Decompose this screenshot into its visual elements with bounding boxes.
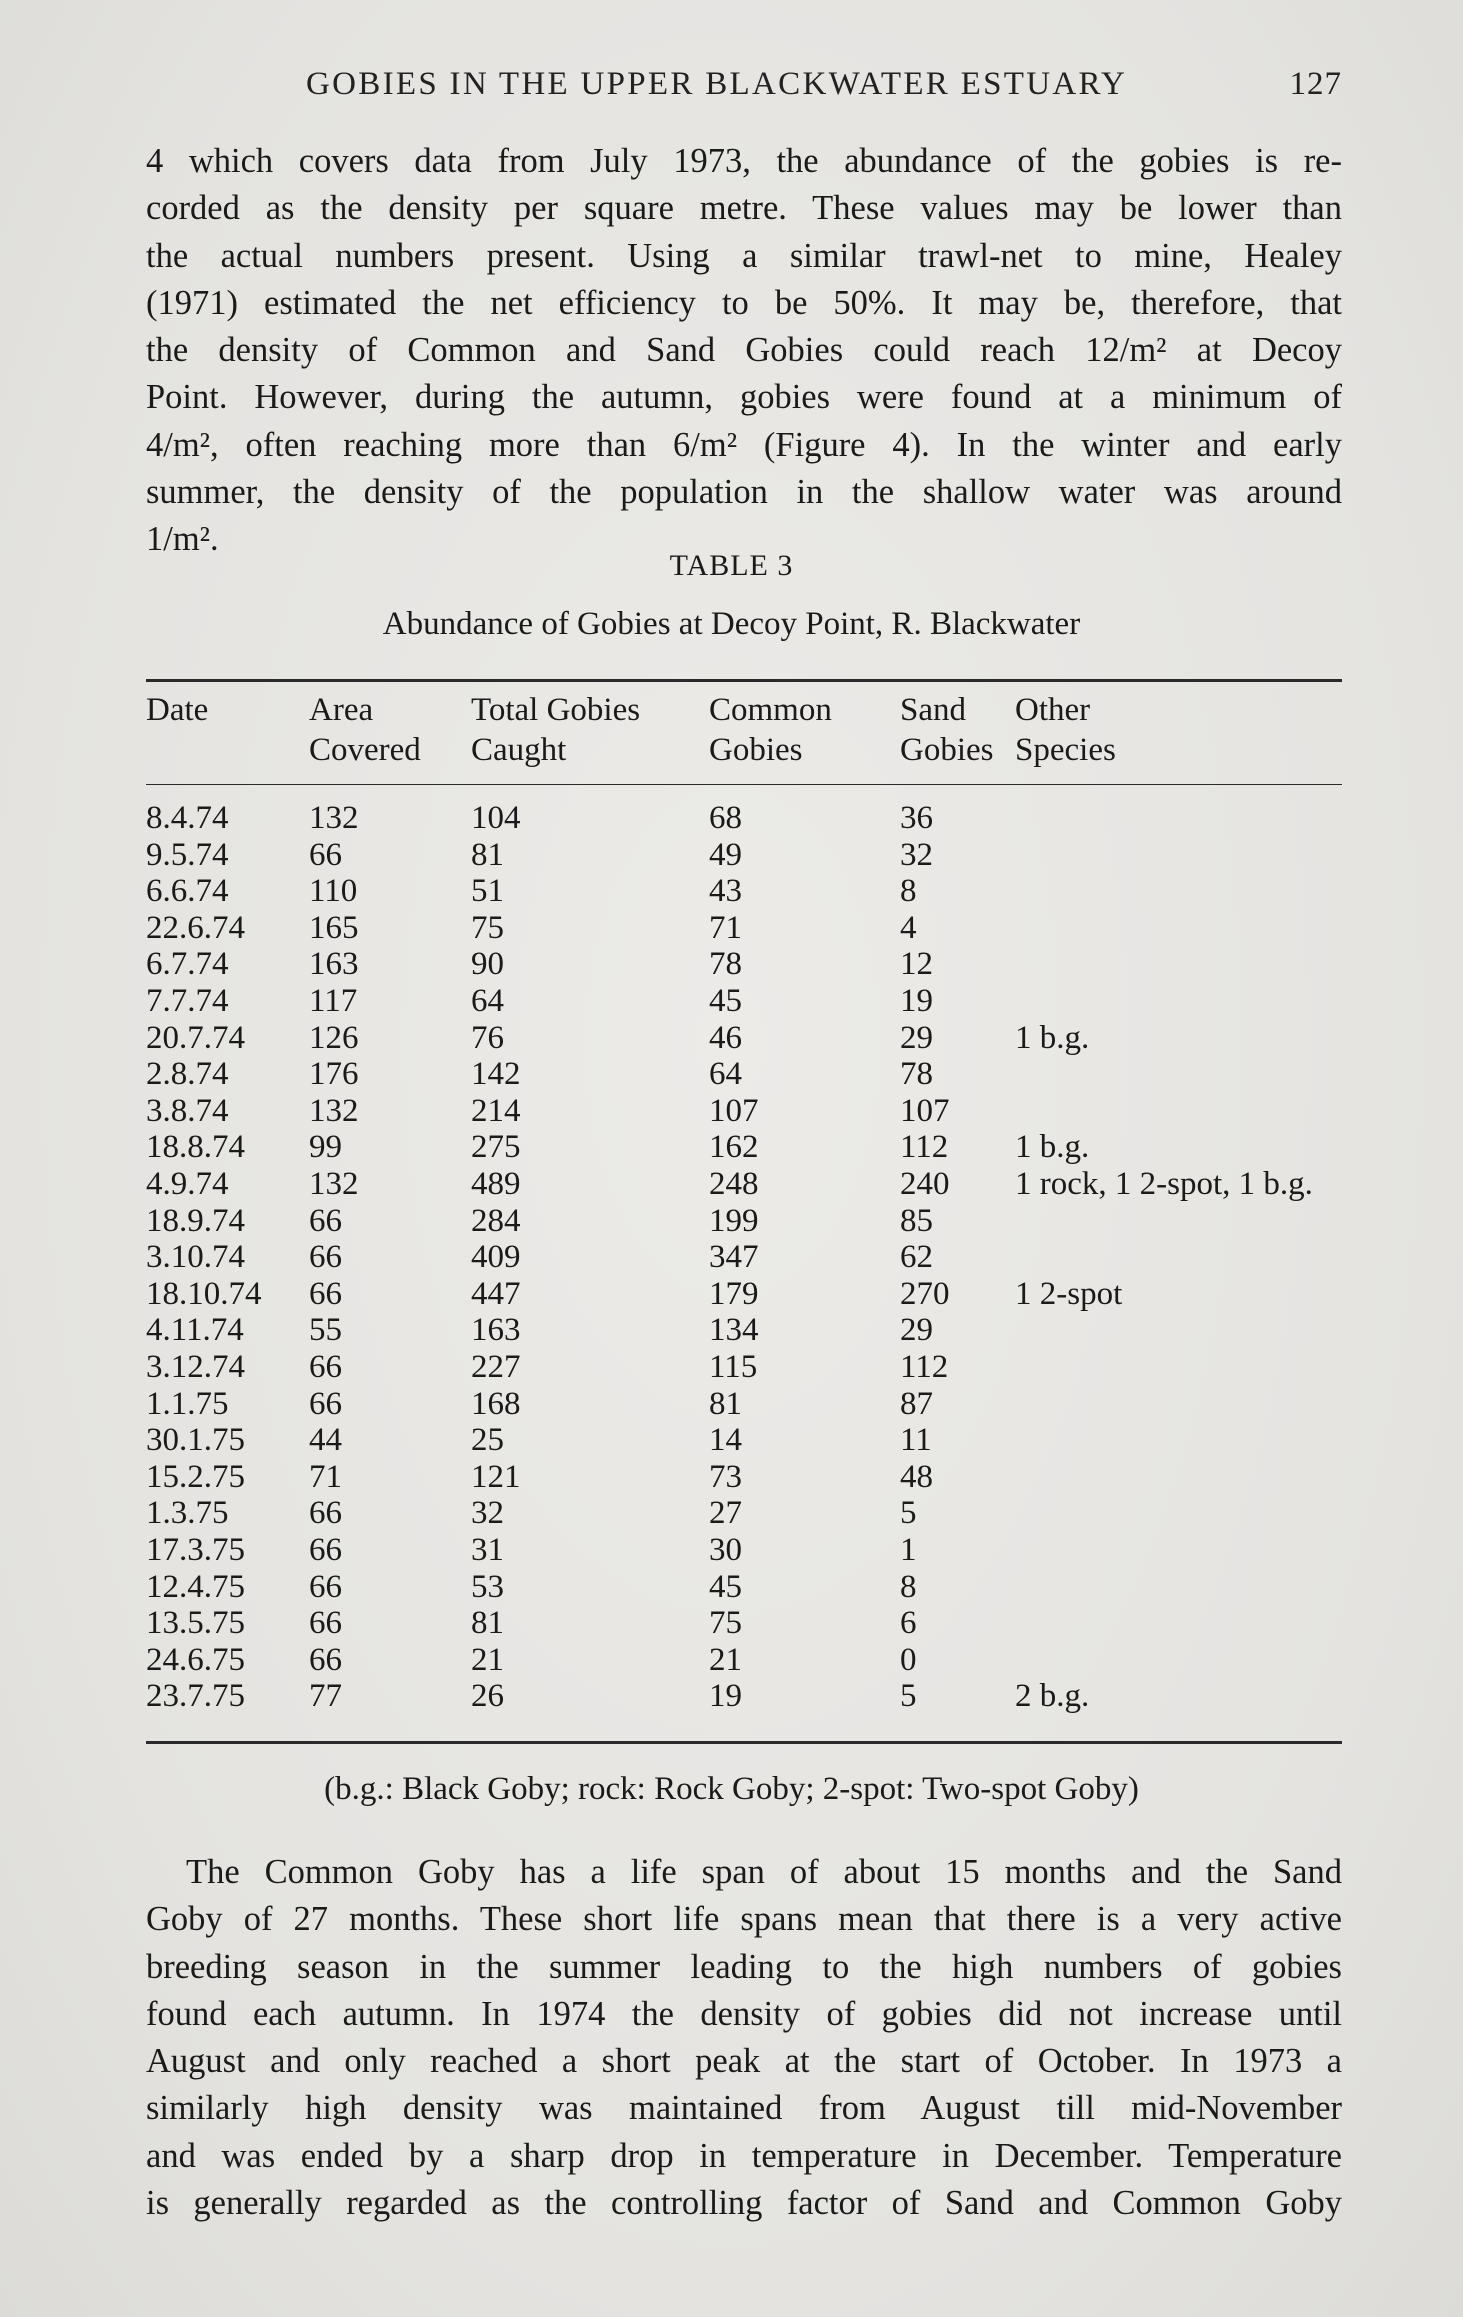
cell-area: 44: [309, 1422, 342, 1459]
cell-total: 142: [471, 1056, 521, 1093]
header-total: [471, 690, 640, 770]
cell-total: 81: [471, 836, 504, 873]
cell-common: 46: [709, 1019, 742, 1056]
cell-common: 134: [709, 1312, 759, 1349]
paragraph-density: [146, 138, 1342, 564]
cell-common: 27: [709, 1495, 742, 1532]
cell-total: 90: [471, 946, 504, 983]
cell-common: 115: [709, 1349, 758, 1385]
header-total-line: Total Gobies: [471, 692, 641, 728]
cell-date: 13.5.75: [146, 1605, 245, 1642]
table-top-rule: [146, 679, 1342, 682]
text-line: is generally regarded as the controlling factor of Sand and Common Goby: [146, 2184, 1342, 2223]
cell-sand: 11: [900, 1422, 932, 1459]
table-bottom-rule: [146, 1741, 1342, 1744]
cell-sand: 8: [900, 1568, 917, 1605]
cell-sand: 78: [900, 1056, 933, 1093]
text-line: summer, the density of the population in the shallow water was around: [146, 473, 1342, 512]
cell-area: 132: [309, 1166, 359, 1202]
cell-total: 21: [471, 1641, 504, 1678]
cell-other: 1 b.g.: [1015, 1129, 1090, 1166]
cell-date: 7.7.74: [146, 983, 229, 1019]
cell-sand: 5: [900, 1678, 917, 1715]
header-other-line: Other: [1015, 692, 1091, 728]
cell-area: 66: [309, 1202, 342, 1239]
table-row: [0, 1127, 1463, 1167]
header-sand: [900, 690, 994, 770]
cell-date: 1.3.75: [146, 1495, 229, 1532]
cell-area: 132: [309, 1092, 359, 1129]
table-row: [0, 1640, 1463, 1680]
cell-sand: 48: [900, 1458, 933, 1495]
cell-area: 165: [309, 909, 359, 946]
cell-total: 275: [471, 1129, 521, 1166]
text-line: found each autumn. In 1974 the density of gobies did not increase until: [146, 1994, 1342, 2033]
cell-total: 121: [471, 1458, 521, 1495]
table-row: [0, 1054, 1463, 1094]
header-common: [709, 690, 832, 770]
cell-common: 19: [709, 1678, 742, 1715]
cell-common: 45: [709, 983, 742, 1019]
cell-area: 66: [309, 1568, 342, 1605]
cell-total: 168: [471, 1385, 521, 1422]
cell-date: 20.7.74: [146, 1019, 245, 1056]
cell-common: 43: [709, 873, 742, 910]
header-sand-line: Gobies: [900, 732, 994, 768]
header-date-line: Date: [146, 692, 209, 728]
table-row: [0, 1310, 1463, 1350]
cell-other: 1 2-spot: [1015, 1275, 1123, 1312]
cell-area: 66: [309, 1495, 342, 1532]
table-row: [0, 1201, 1463, 1241]
table-row: [0, 798, 1463, 838]
cell-sand: 6: [900, 1605, 917, 1642]
cell-sand: 29: [900, 1312, 933, 1349]
table-row: [0, 1018, 1463, 1058]
header-common-line: Gobies: [709, 732, 803, 768]
cell-sand: 107: [900, 1092, 950, 1129]
cell-area: 126: [309, 1019, 359, 1056]
cell-area: 77: [309, 1678, 342, 1715]
cell-total: 32: [471, 1495, 504, 1532]
cell-sand: 112: [900, 1129, 949, 1166]
cell-area: 163: [309, 946, 359, 983]
table-row: [0, 981, 1463, 1021]
cell-common: 78: [709, 946, 742, 983]
table-row: [0, 1420, 1463, 1460]
header-sand-line: Sand: [900, 692, 966, 728]
cell-area: 66: [309, 1349, 342, 1385]
table-row: [0, 944, 1463, 984]
cell-other: 2 b.g.: [1015, 1678, 1090, 1715]
cell-area: 99: [309, 1129, 342, 1166]
text-line: 4/m², often reaching more than 6/m² (Figure 4). In the winter and early: [146, 425, 1342, 464]
cell-sand: 85: [900, 1202, 933, 1239]
table-label: [0, 549, 1463, 583]
header-date: [146, 690, 208, 730]
text-line: corded as the density per square metre. These values may be lower than: [146, 189, 1342, 228]
cell-common: 107: [709, 1092, 759, 1129]
cell-total: 489: [471, 1166, 521, 1202]
cell-common: 75: [709, 1605, 742, 1642]
text-line: August and only reached a short peak at the start of October. In 1973 a: [146, 2042, 1342, 2081]
cell-total: 76: [471, 1019, 504, 1056]
cell-common: 179: [709, 1275, 759, 1312]
text-line: breeding season in the summer leading to the high numbers of gobies: [146, 1947, 1342, 1986]
cell-area: 66: [309, 1532, 342, 1568]
cell-area: 117: [309, 983, 358, 1019]
cell-date: 3.10.74: [146, 1239, 245, 1276]
table-row: [0, 1274, 1463, 1314]
page-number: 127: [1289, 66, 1342, 102]
cell-total: 53: [471, 1568, 504, 1605]
cell-common: 68: [709, 800, 742, 836]
cell-date: 1.1.75: [146, 1385, 229, 1422]
cell-common: 81: [709, 1385, 742, 1422]
cell-sand: 1: [900, 1532, 917, 1568]
cell-sand: 0: [900, 1641, 917, 1678]
header-area-line: Covered: [309, 732, 421, 768]
header-common-line: Common: [709, 692, 832, 728]
cell-date: 6.7.74: [146, 946, 229, 983]
cell-sand: 240: [900, 1166, 950, 1202]
table-row: [0, 1676, 1463, 1716]
cell-date: 15.2.75: [146, 1458, 245, 1495]
cell-total: 81: [471, 1605, 504, 1642]
cell-other: 1 rock, 1 2-spot, 1 b.g.: [1015, 1166, 1313, 1202]
header-other: [1015, 690, 1116, 770]
running-head-title: GOBIES IN THE UPPER BLACKWATER ESTUARY: [306, 66, 1128, 102]
text-line: 1/m².: [146, 520, 219, 559]
cell-total: 447: [471, 1275, 521, 1312]
cell-common: 14: [709, 1422, 742, 1459]
cell-date: 24.6.75: [146, 1641, 245, 1678]
cell-sand: 87: [900, 1385, 933, 1422]
cell-other: 1 b.g.: [1015, 1019, 1090, 1056]
table-row: [0, 1091, 1463, 1131]
cell-common: 248: [709, 1166, 759, 1202]
text-line: The Common Goby has a life span of about 15 months and the Sand: [186, 1853, 1342, 1891]
cell-date: 3.12.74: [146, 1349, 245, 1385]
text-line: similarly high density was maintained from August till mid-November: [146, 2089, 1342, 2128]
cell-area: 66: [309, 836, 342, 873]
header-other-line: Species: [1015, 732, 1116, 768]
cell-total: 409: [471, 1239, 521, 1276]
header-total-line: Caught: [471, 732, 567, 768]
cell-common: 45: [709, 1568, 742, 1605]
cell-sand: 4: [900, 909, 917, 946]
cell-sand: 32: [900, 836, 933, 873]
cell-sand: 12: [900, 946, 933, 983]
cell-total: 75: [471, 909, 504, 946]
cell-common: 64: [709, 1056, 742, 1093]
table-row: [0, 1237, 1463, 1277]
cell-area: 66: [309, 1275, 342, 1312]
cell-date: 23.7.75: [146, 1678, 245, 1715]
cell-sand: 29: [900, 1019, 933, 1056]
cell-common: 347: [709, 1239, 759, 1276]
table-row: [0, 1493, 1463, 1533]
table-row: [0, 871, 1463, 911]
table-row: [0, 1603, 1463, 1643]
cell-date: 17.3.75: [146, 1532, 245, 1568]
cell-area: 110: [309, 873, 358, 910]
cell-area: 176: [309, 1056, 359, 1093]
cell-common: 162: [709, 1129, 759, 1166]
paragraph-life-span: [146, 1849, 1342, 2227]
cell-date: 3.8.74: [146, 1092, 229, 1129]
cell-area: 66: [309, 1605, 342, 1642]
text-line: 4 which covers data from July 1973, the abundance of the gobies is re-: [146, 142, 1342, 180]
cell-sand: 36: [900, 800, 933, 836]
table-row: [0, 908, 1463, 948]
cell-total: 227: [471, 1349, 521, 1385]
cell-common: 21: [709, 1641, 742, 1678]
cell-common: 49: [709, 836, 742, 873]
table-header-rule: [146, 784, 1342, 785]
cell-sand: 112: [900, 1349, 949, 1385]
text-line: Point. However, during the autumn, gobies were found at a minimum of: [146, 378, 1342, 417]
cell-total: 31: [471, 1532, 504, 1568]
text-line: (1971) estimated the net efficiency to be 50%. It may be, therefore, that: [146, 283, 1342, 322]
cell-sand: 62: [900, 1239, 933, 1276]
table-row: [0, 1384, 1463, 1424]
cell-date: 12.4.75: [146, 1568, 245, 1605]
table-row: [0, 1164, 1463, 1204]
cell-sand: 19: [900, 983, 933, 1019]
header-area: [309, 690, 421, 770]
cell-area: 71: [309, 1458, 342, 1495]
cell-area: 66: [309, 1239, 342, 1276]
cell-area: 132: [309, 800, 359, 836]
cell-total: 214: [471, 1092, 521, 1129]
cell-area: 55: [309, 1312, 342, 1349]
table-row: [0, 835, 1463, 875]
table-row: [0, 1530, 1463, 1570]
cell-total: 64: [471, 983, 504, 1019]
cell-total: 284: [471, 1202, 521, 1239]
cell-common: 73: [709, 1458, 742, 1495]
cell-date: 4.11.74: [146, 1312, 244, 1349]
cell-sand: 8: [900, 873, 917, 910]
cell-date: 18.9.74: [146, 1202, 245, 1239]
cell-common: 30: [709, 1532, 742, 1568]
table-label-initial: T: [669, 549, 687, 582]
cell-area: 66: [309, 1385, 342, 1422]
cell-date: 18.8.74: [146, 1129, 245, 1166]
cell-date: 4.9.74: [146, 1166, 229, 1202]
cell-total: 104: [471, 800, 521, 836]
cell-date: 2.8.74: [146, 1056, 229, 1093]
text-line: Goby of 27 months. These short life spans mean that there is a very active: [146, 1900, 1342, 1939]
header-area-line: Area: [309, 692, 374, 728]
cell-date: 30.1.75: [146, 1422, 245, 1459]
text-line: and was ended by a sharp drop in temperature in December. Temperature: [146, 2136, 1342, 2175]
cell-area: 66: [309, 1641, 342, 1678]
table-row: [0, 1457, 1463, 1497]
text-line: the density of Common and Sand Gobies could reach 12/m² at Decoy: [146, 331, 1342, 370]
cell-common: 199: [709, 1202, 759, 1239]
cell-date: 22.6.74: [146, 909, 245, 946]
cell-common: 71: [709, 909, 742, 946]
table-footnote: (b.g.: Black Goby; rock: Rock Goby; 2-spot: Two-spot Goby): [324, 1771, 1139, 1807]
cell-total: 51: [471, 873, 504, 910]
table-label-rest: ABLE 3: [686, 549, 794, 582]
cell-date: 8.4.74: [146, 800, 229, 836]
cell-date: 6.6.74: [146, 873, 229, 910]
table-row: [0, 1347, 1463, 1387]
cell-total: 26: [471, 1678, 504, 1715]
cell-sand: 5: [900, 1495, 917, 1532]
text-line: the actual numbers present. Using a similar trawl-net to mine, Healey: [146, 236, 1342, 275]
cell-sand: 270: [900, 1275, 950, 1312]
table-row: [0, 1567, 1463, 1607]
cell-total: 25: [471, 1422, 504, 1459]
cell-total: 163: [471, 1312, 521, 1349]
cell-date: 18.10.74: [146, 1275, 262, 1312]
table-title: Abundance of Gobies at Decoy Point, R. Blackwater: [382, 606, 1081, 642]
cell-date: 9.5.74: [146, 836, 229, 873]
